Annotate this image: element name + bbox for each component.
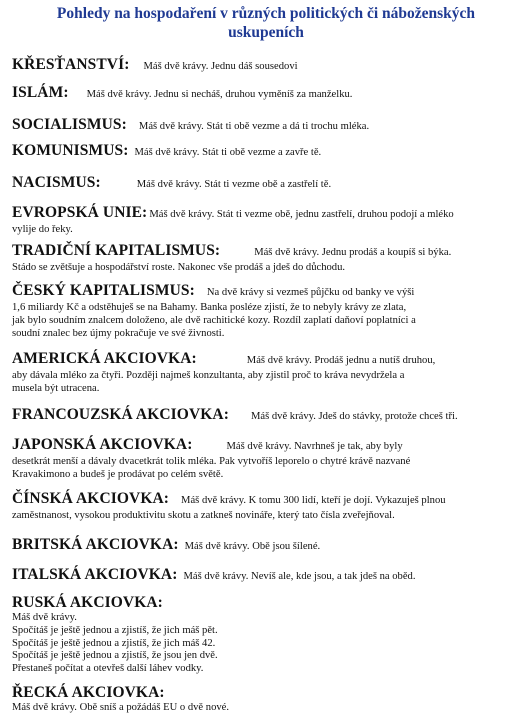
entry-line: Máš dvě krávy. (12, 612, 77, 623)
entry-line: vylije do řeky. (12, 224, 73, 235)
entry-first-line (12, 594, 524, 612)
entry-line: 1,6 miliardy Kč a odstěhuješ se na Bahamy. Banka posléze zjistí, že to nebyly krávy ze zlata, (12, 302, 407, 313)
entry-first-line (12, 56, 524, 76)
entry-text: Máš dvě krávy. Obě jsou šílené. (184, 541, 321, 552)
entry (12, 406, 524, 426)
entry (12, 84, 524, 104)
entry-text: Máš dvě krávy. Navrhneš je tak, aby byly (226, 441, 403, 452)
entry-first-line (12, 142, 524, 162)
entry-text: Máš dvě krávy. Jednu prodáš a koupíš si býka. (254, 247, 452, 258)
entry (12, 566, 524, 586)
entry-heading: NACISMUS: (12, 174, 101, 191)
entry (12, 684, 524, 715)
entry-text: Máš dvě krávy. Jednu si necháš, druhou vyměníš za manželku. (86, 89, 353, 100)
entry (12, 116, 524, 136)
entry-first-line (12, 204, 524, 224)
entry-line: zaměstnanost, vysokou produktivitu skotu a zatkneš novináře, který tato čísla zveřejňoval. (12, 510, 395, 521)
entry-heading: EVROPSKÁ UNIE: (12, 204, 148, 221)
entry-heading: ITALSKÁ AKCIOVKA: (12, 566, 178, 583)
entry-line: Přestaneš počítat a otevřeš další láhev vodky. (12, 663, 204, 675)
entry-text: Máš dvě krávy. Nevíš ale, kde jsou, a tak jdeš na oběd. (183, 571, 416, 582)
entry-heading: ČÍNSKÁ AKCIOVKA: (12, 490, 170, 507)
entry-first-line (12, 536, 524, 556)
entry-line: desetkrát menší a dávaly dvacetkrát tolik mléka. Pak vytvoříš leporelo o chytré krávě nazvané (12, 456, 411, 467)
entry (12, 594, 524, 676)
entry (12, 436, 524, 482)
entry (12, 56, 524, 76)
entry-line: Spočítáš je ještě jednou a zjistíš, že jich máš pět. (12, 624, 218, 636)
entry-heading: KŘESŤANSTVÍ: (12, 56, 130, 73)
entry-heading: FRANCOUZSKÁ AKCIOVKA: (12, 406, 229, 423)
entry-first-line (12, 566, 524, 586)
entry-first-line (12, 684, 524, 702)
page-title-line-1: Pohledy na hospodaření v různých politických či náboženských (56, 5, 476, 22)
entry (12, 174, 524, 194)
entry-text: Máš dvě krávy. Jdeš do stávky, protože chceš tři. (250, 411, 458, 422)
entry-line: musela být utracena. (12, 382, 100, 394)
entry (12, 282, 524, 340)
entry-heading: ČESKÝ KAPITALISMUS: (12, 282, 195, 299)
entry-heading: KOMUNISMUS: (12, 142, 129, 159)
entry-first-line (12, 406, 524, 426)
entry-line: Stádo se zvětšuje a hospodářství roste. Nakonec vše prodáš a jdeš do důchodu. (12, 262, 346, 273)
entry-text: Máš dvě krávy. Prodáš jednu a nutíš druhou, (246, 355, 436, 366)
entry-heading: ISLÁM: (12, 84, 69, 101)
entry-line: soudní znalec bez újmy pokračuje ve své živnosti. (12, 327, 225, 339)
entry (12, 350, 524, 396)
entry (12, 490, 524, 523)
entry-text: Máš dvě krávy. Stát ti vezme obě, jednu zastřelí, druhou podojí a mléko (149, 209, 454, 220)
entry-heading: RUSKÁ AKCIOVKA: (12, 594, 163, 611)
entry-line: jak bylo soudním znalcem doloženo, ale dvě rachitické kozy. Rozdíl zaplatí daňoví poplatníci a (12, 314, 416, 326)
entry-heading: ŘECKÁ AKCIOVKA: (12, 684, 165, 701)
entry-text: Máš dvě krávy. K tomu 300 lidí, kteří je dojí. Vykazuješ plnou (181, 495, 446, 506)
entry-text: Máš dvě krávy. Stát ti obě vezme a zavře tě. (134, 147, 322, 158)
entry-first-line (12, 174, 524, 194)
entry-line: Máš dvě krávy. Obě sníš a požádáš EU o dvě nové. (12, 702, 230, 713)
entry-heading: JAPONSKÁ AKCIOVKA: (12, 436, 193, 453)
entry-heading: BRITSKÁ AKCIOVKA: (12, 536, 179, 553)
entry-heading: AMERICKÁ AKCIOVKA: (12, 350, 197, 367)
entry-line: Spočítáš je ještě jednou a zjistíš, že jsou jen dvě. (12, 650, 218, 662)
entry-text: Máš dvě krávy. Stát ti vezme obě a zastřelí tě. (136, 179, 332, 190)
entry-line: aby dávala mléko za čtyři. Později najmeš konzultanta, aby zjistil proč to kráva nevydržela a (12, 370, 405, 381)
entry-line: Spočítáš je ještě jednou a zjistíš, že jich máš 42. (12, 637, 216, 649)
entry-first-line (12, 116, 524, 136)
entry (12, 536, 524, 556)
entry-text: Máš dvě krávy. Jednu dáš sousedovi (143, 61, 298, 72)
entry-first-line (12, 282, 524, 302)
entry-text: Na dvě krávy si vezmeš půjčku od banky ve výši (206, 287, 415, 298)
entry (12, 142, 524, 162)
entry-heading: TRADIČNÍ KAPITALISMUS: (12, 242, 221, 259)
entry-line: Kravakimono a budeš je prodávat po celém světě. (12, 468, 224, 480)
entry-text: Máš dvě krávy. Stát ti obě vezme a dá ti trochu mléka. (138, 121, 370, 132)
entry-heading: SOCIALISMUS: (12, 116, 127, 133)
entry-first-line (12, 490, 524, 510)
entry (12, 242, 524, 275)
entry-first-line (12, 350, 524, 370)
entry-first-line (12, 436, 524, 456)
page-title-line-2: uskupeních (228, 24, 304, 41)
entry-first-line (12, 84, 524, 104)
entry (12, 204, 524, 237)
page-title (0, 4, 532, 42)
entry-first-line (12, 242, 524, 262)
